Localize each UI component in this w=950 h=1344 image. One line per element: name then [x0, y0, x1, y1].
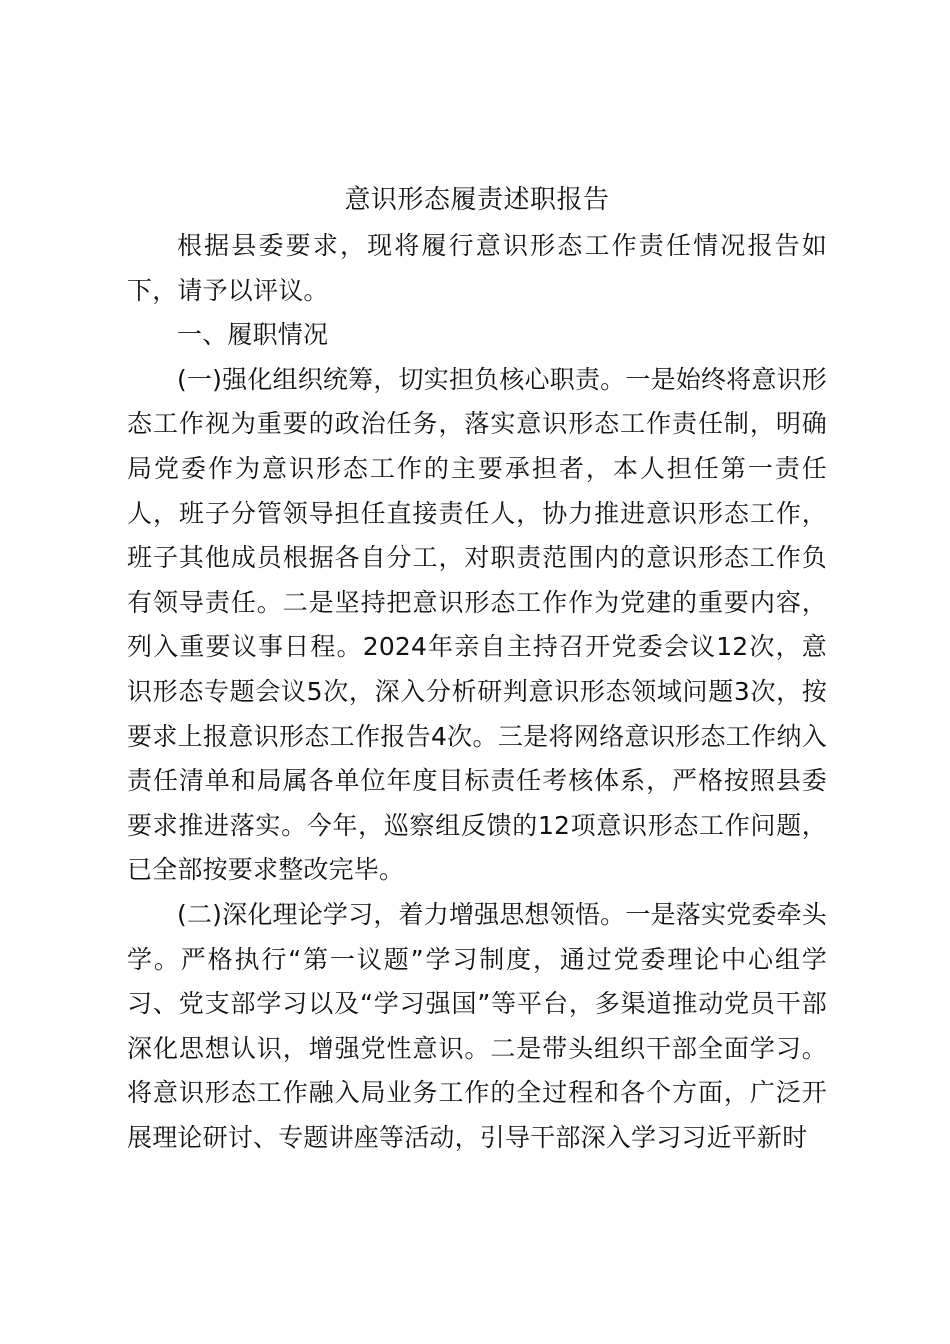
section-heading-performance: 一、履职情况 — [177, 320, 329, 350]
paragraph-organization: (一)强化组织统筹，切实担负核心职责。一是始终将意识形态工作视为重要的政治任务，落实意识形态工作责任制，明确局党委作为意识形态工作的主要承担者，本人担任第一责任人，班子分管领导担任直接责任人，协力推进意识形态工作，班子其他成员根据各自分工，对职责范围内的意识形态工作负有领导责任。二是坚持把意识形态工作作为党建的重要内容，列入重要议事日程。2024年亲自主持召开党委会议12次，意识形态专题会议5次，深入分析研判意识形态领域问题3次，按要求上报意识形态工作报告4次。三是将网络意识形态工作纳入责任清单和局属各单位年度目标责任考核体系，严格按照县委要求推进落实。今年，巡察组反馈的12项意识形态工作问题，已全部按要求整改完毕。 — [127, 364, 827, 885]
paragraph-intro: 根据县委要求，现将履行意识形态工作责任情况报告如下，请予以评议。 — [127, 231, 827, 305]
paragraph-theory-study: (二)深化理论学习，着力增强思想领悟。一是落实党委牵头学。严格执行“第一议题”学习制度，通过党委理论中心组学习、党支部学习以及“学习强国”等平台，多渠道推动党员干部深化思想认识，增强党性意识。二是带头组织干部全面学习。将意识形态工作融入局业务工作的全过程和各个方面，广泛开展理论研讨、专题讲座等活动，引导干部深入学习习近平新时 — [127, 899, 827, 1152]
document-page — [127, 178, 827, 1160]
document-title: 意识形态履责述职报告 — [344, 185, 610, 215]
